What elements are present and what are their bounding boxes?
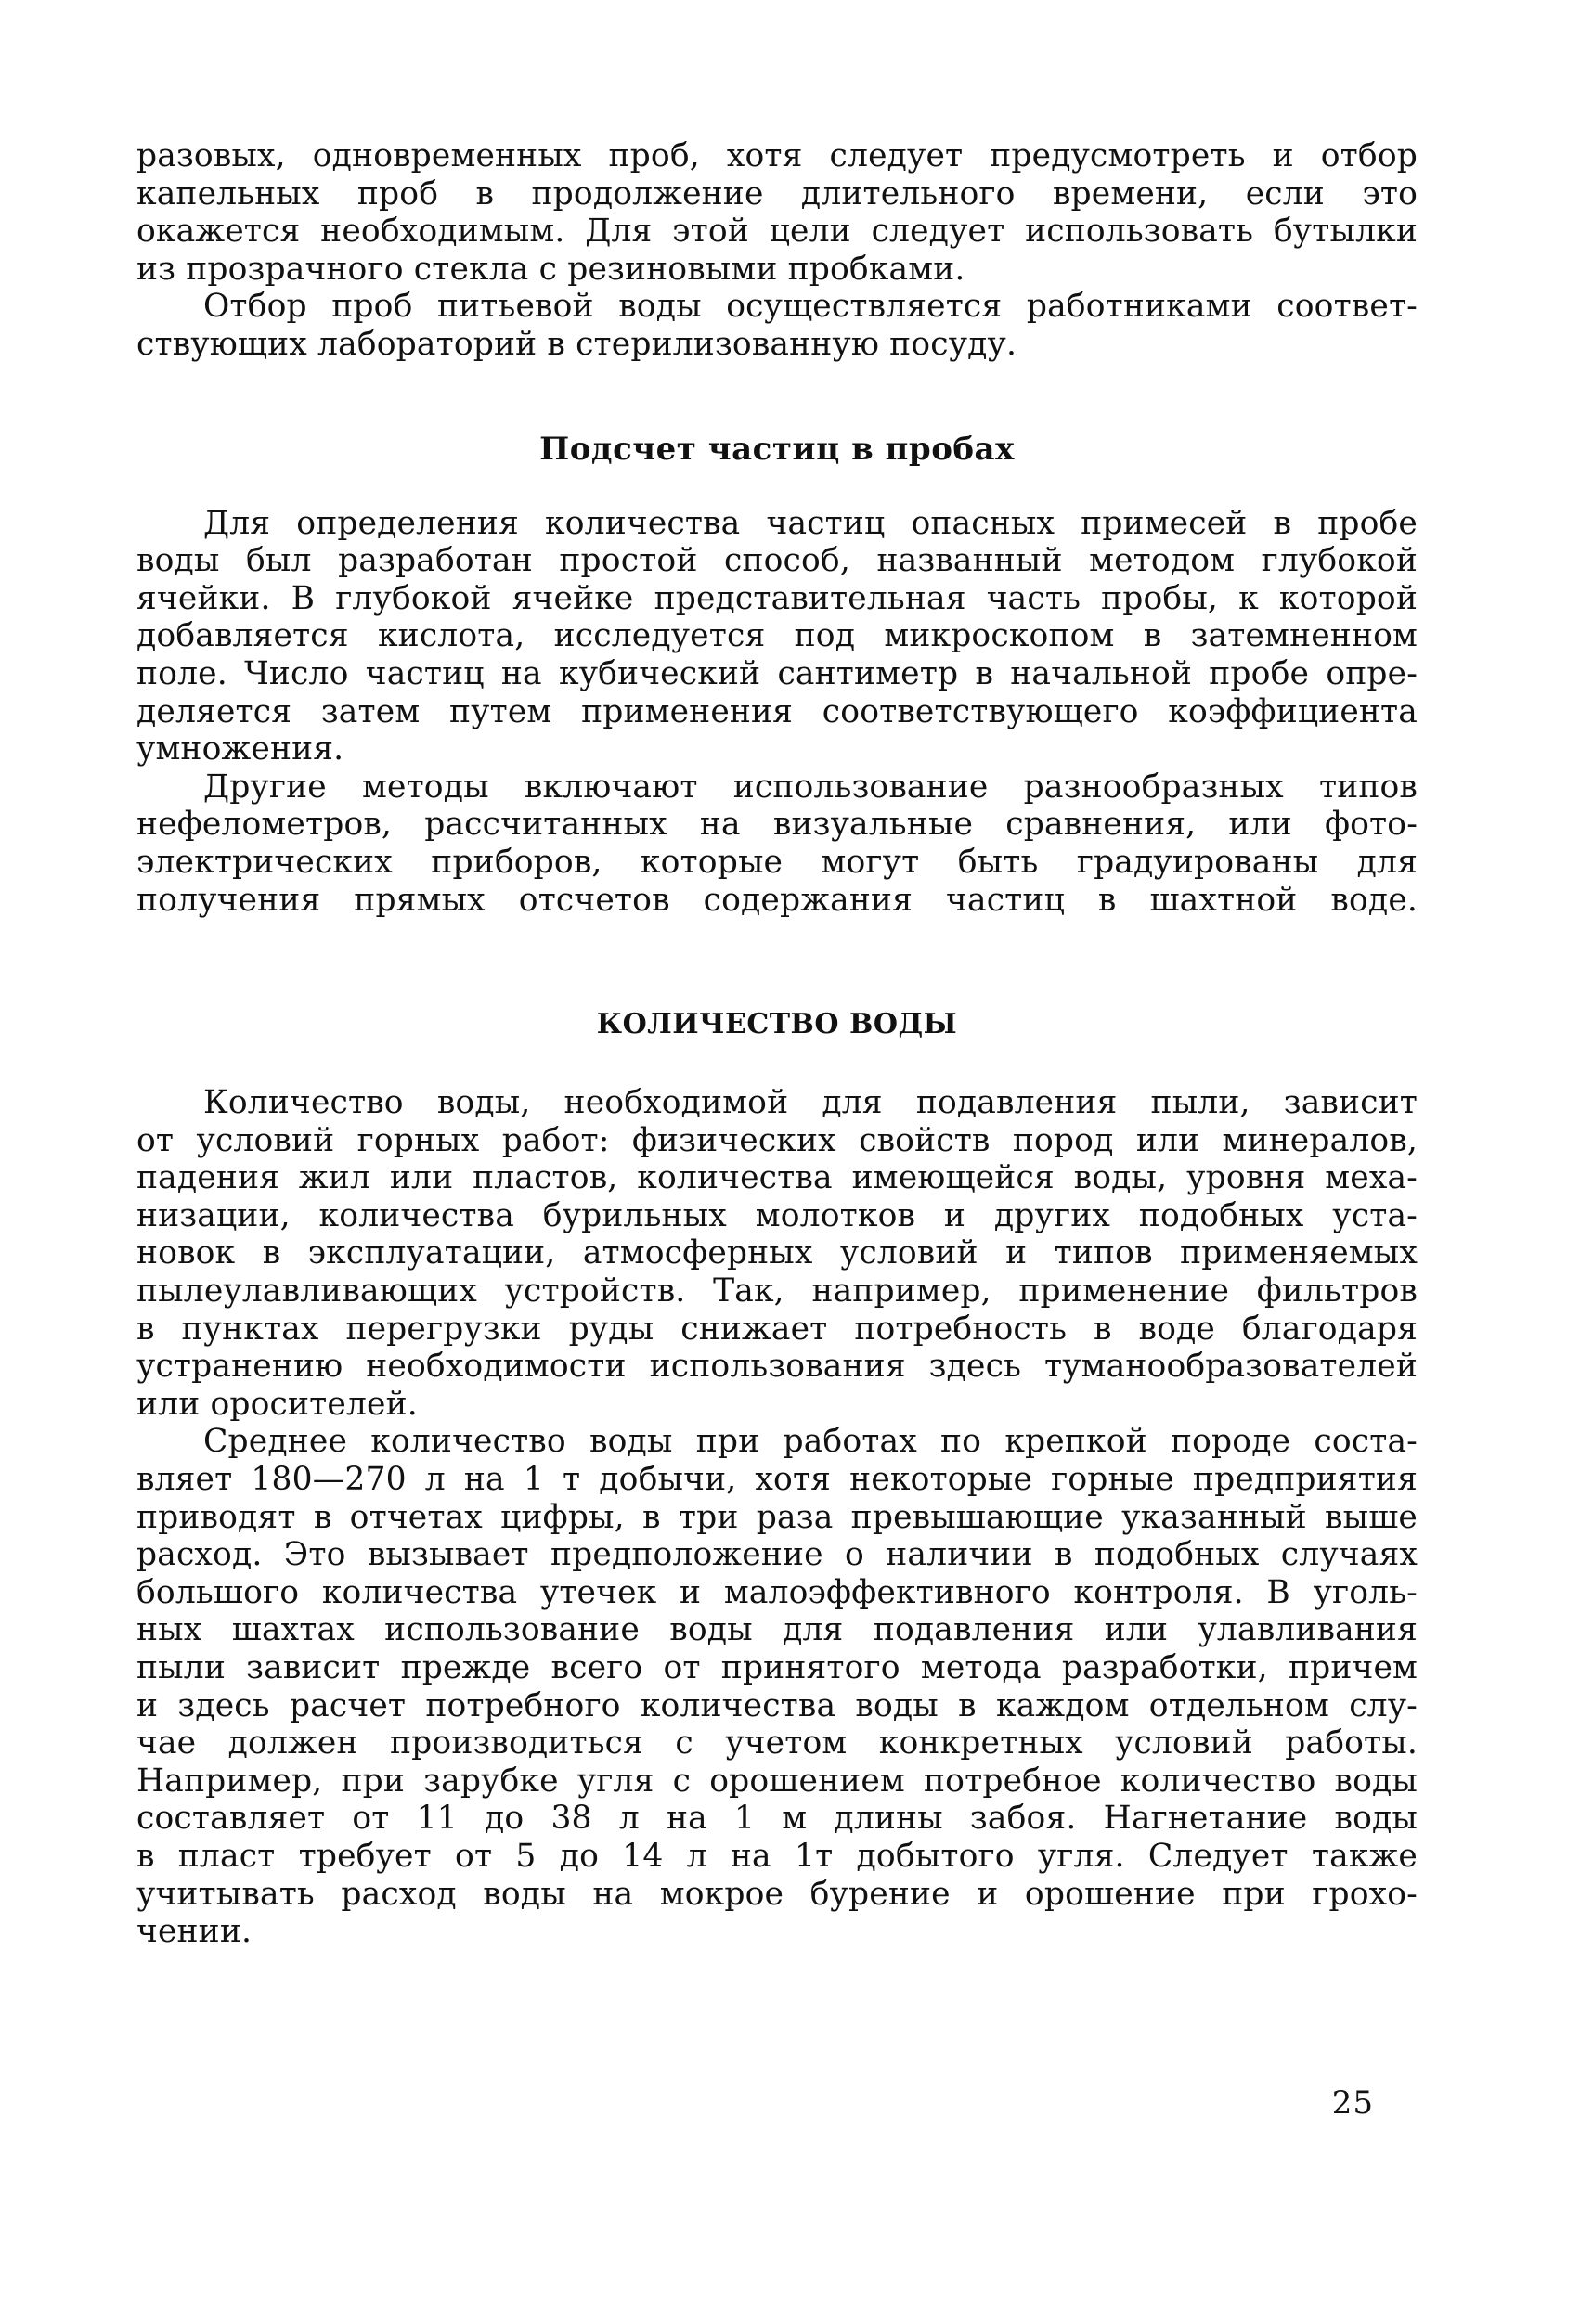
text-line: Отбор проб питьевой воды осуществляется работниками соответ-	[203, 288, 1418, 326]
text-line: разовых, одновременных проб, хотя следует предусмотреть и отбор	[136, 137, 1418, 174]
section-heading-particle-count: Подсчет частиц в пробах	[539, 430, 1015, 468]
text-line: поле. Число частиц на кубический сантиметр в начальной пробе опре-	[136, 654, 1418, 692]
section-heading-water-quantity: КОЛИЧЕСТВО ВОДЫ	[596, 1008, 958, 1041]
text-line: электрических приборов, которые могут быть градуированы для	[136, 843, 1418, 881]
text-line: пылеулавливающих устройств. Так, например, применение фильтров	[136, 1272, 1418, 1310]
text-line: или оросителей.	[136, 1385, 418, 1423]
text-line: в пласт требует от 5 до 14 л на 1т добытого угля. Следует также	[136, 1837, 1418, 1875]
text-line: из прозрачного стекла с резиновыми пробками.	[136, 250, 965, 288]
text-line: окажется необходимым. Для этой цели следует использовать бутылки	[136, 213, 1418, 251]
text-line: в пунктах перегрузки руды снижает потребность в воде благодаря	[136, 1310, 1418, 1348]
paragraph-average-water-quantity	[136, 1423, 1418, 1950]
text-line: получения прямых отсчетов содержания частиц в шахтной воде.	[136, 881, 1418, 919]
text-line: и здесь расчет потребного количества воды в каждом отдельном слу-	[136, 1686, 1418, 1724]
text-line: деляется затем путем применения соответствующего коэффициента	[136, 692, 1418, 730]
text-line: Для определения количества частиц опасных примесей в пробе	[203, 504, 1418, 542]
text-line: большого количества утечек и малоэффективного контроля. В уголь-	[136, 1573, 1418, 1611]
paragraph-water-dependence	[136, 1084, 1418, 1423]
text-line: низации, количества бурильных молотков и других подобных уста-	[136, 1196, 1418, 1234]
text-line: приводят в отчетах цифры, в три раза превышающие указанный выше	[136, 1498, 1418, 1536]
paragraph-sampling-bottles	[136, 137, 1418, 288]
text-line: новок в эксплуатации, атмосферных условий и типов применяемых	[136, 1234, 1418, 1272]
text-line: добавляется кислота, исследуется под микроскопом в затемненном	[136, 617, 1418, 655]
text-line: Количество воды, необходимой для подавления пыли, зависит	[203, 1084, 1418, 1122]
text-line: пыли зависит прежде всего от принятого метода разработки, причем	[136, 1649, 1418, 1686]
text-line: чае должен производиться с учетом конкретных условий работы.	[136, 1724, 1418, 1762]
text-line: ствующих лабораторий в стерилизованную посуду.	[136, 325, 1017, 363]
text-line: учитывать расход воды на мокрое бурение и орошение при грохо-	[136, 1875, 1418, 1913]
text-line: чении.	[136, 1913, 253, 1951]
page-number: 25	[1331, 2085, 1374, 2122]
text-line: Среднее количество воды при работах по крепкой породе соста-	[203, 1423, 1418, 1461]
text-line: от условий горных работ: физических свойств пород или минералов,	[136, 1121, 1418, 1159]
text-line: вляет 180—270 л на 1 т добычи, хотя некоторые горные предприятия	[136, 1461, 1418, 1499]
paragraph-nephelometers	[136, 768, 1418, 919]
text-line: умножения.	[136, 730, 344, 768]
text-line: Другие методы включают использование разнообразных типов	[203, 768, 1418, 806]
text-line: ных шахтах использование воды для подавления или улавливания	[136, 1611, 1418, 1649]
paragraph-drinking-water	[136, 288, 1418, 363]
text-line: ячейки. В глубокой ячейке представительная часть пробы, к которой	[136, 579, 1418, 617]
text-line: составляет от 11 до 38 л на 1 м длины забоя. Нагнетание воды	[136, 1800, 1418, 1838]
text-line: падения жил или пластов, количества имеющейся воды, уровня меха-	[136, 1159, 1418, 1197]
text-line: нефелометров, рассчитанных на визуальные сравнения, или фото-	[136, 806, 1418, 844]
paragraph-deep-cell-method	[136, 505, 1418, 768]
text-line: воды был разработан простой способ, названный методом глубокой	[136, 542, 1418, 580]
text-line: расход. Это вызывает предположение о наличии в подобных случаях	[136, 1536, 1418, 1574]
text-line: капельных проб в продолжение длительного времени, если это	[136, 174, 1418, 213]
text-line: устранению необходимости использования здесь туманообразователей	[136, 1348, 1418, 1386]
text-line: Например, при зарубке угля с орошением потребное количество воды	[136, 1762, 1418, 1800]
page-body	[136, 137, 1418, 1951]
